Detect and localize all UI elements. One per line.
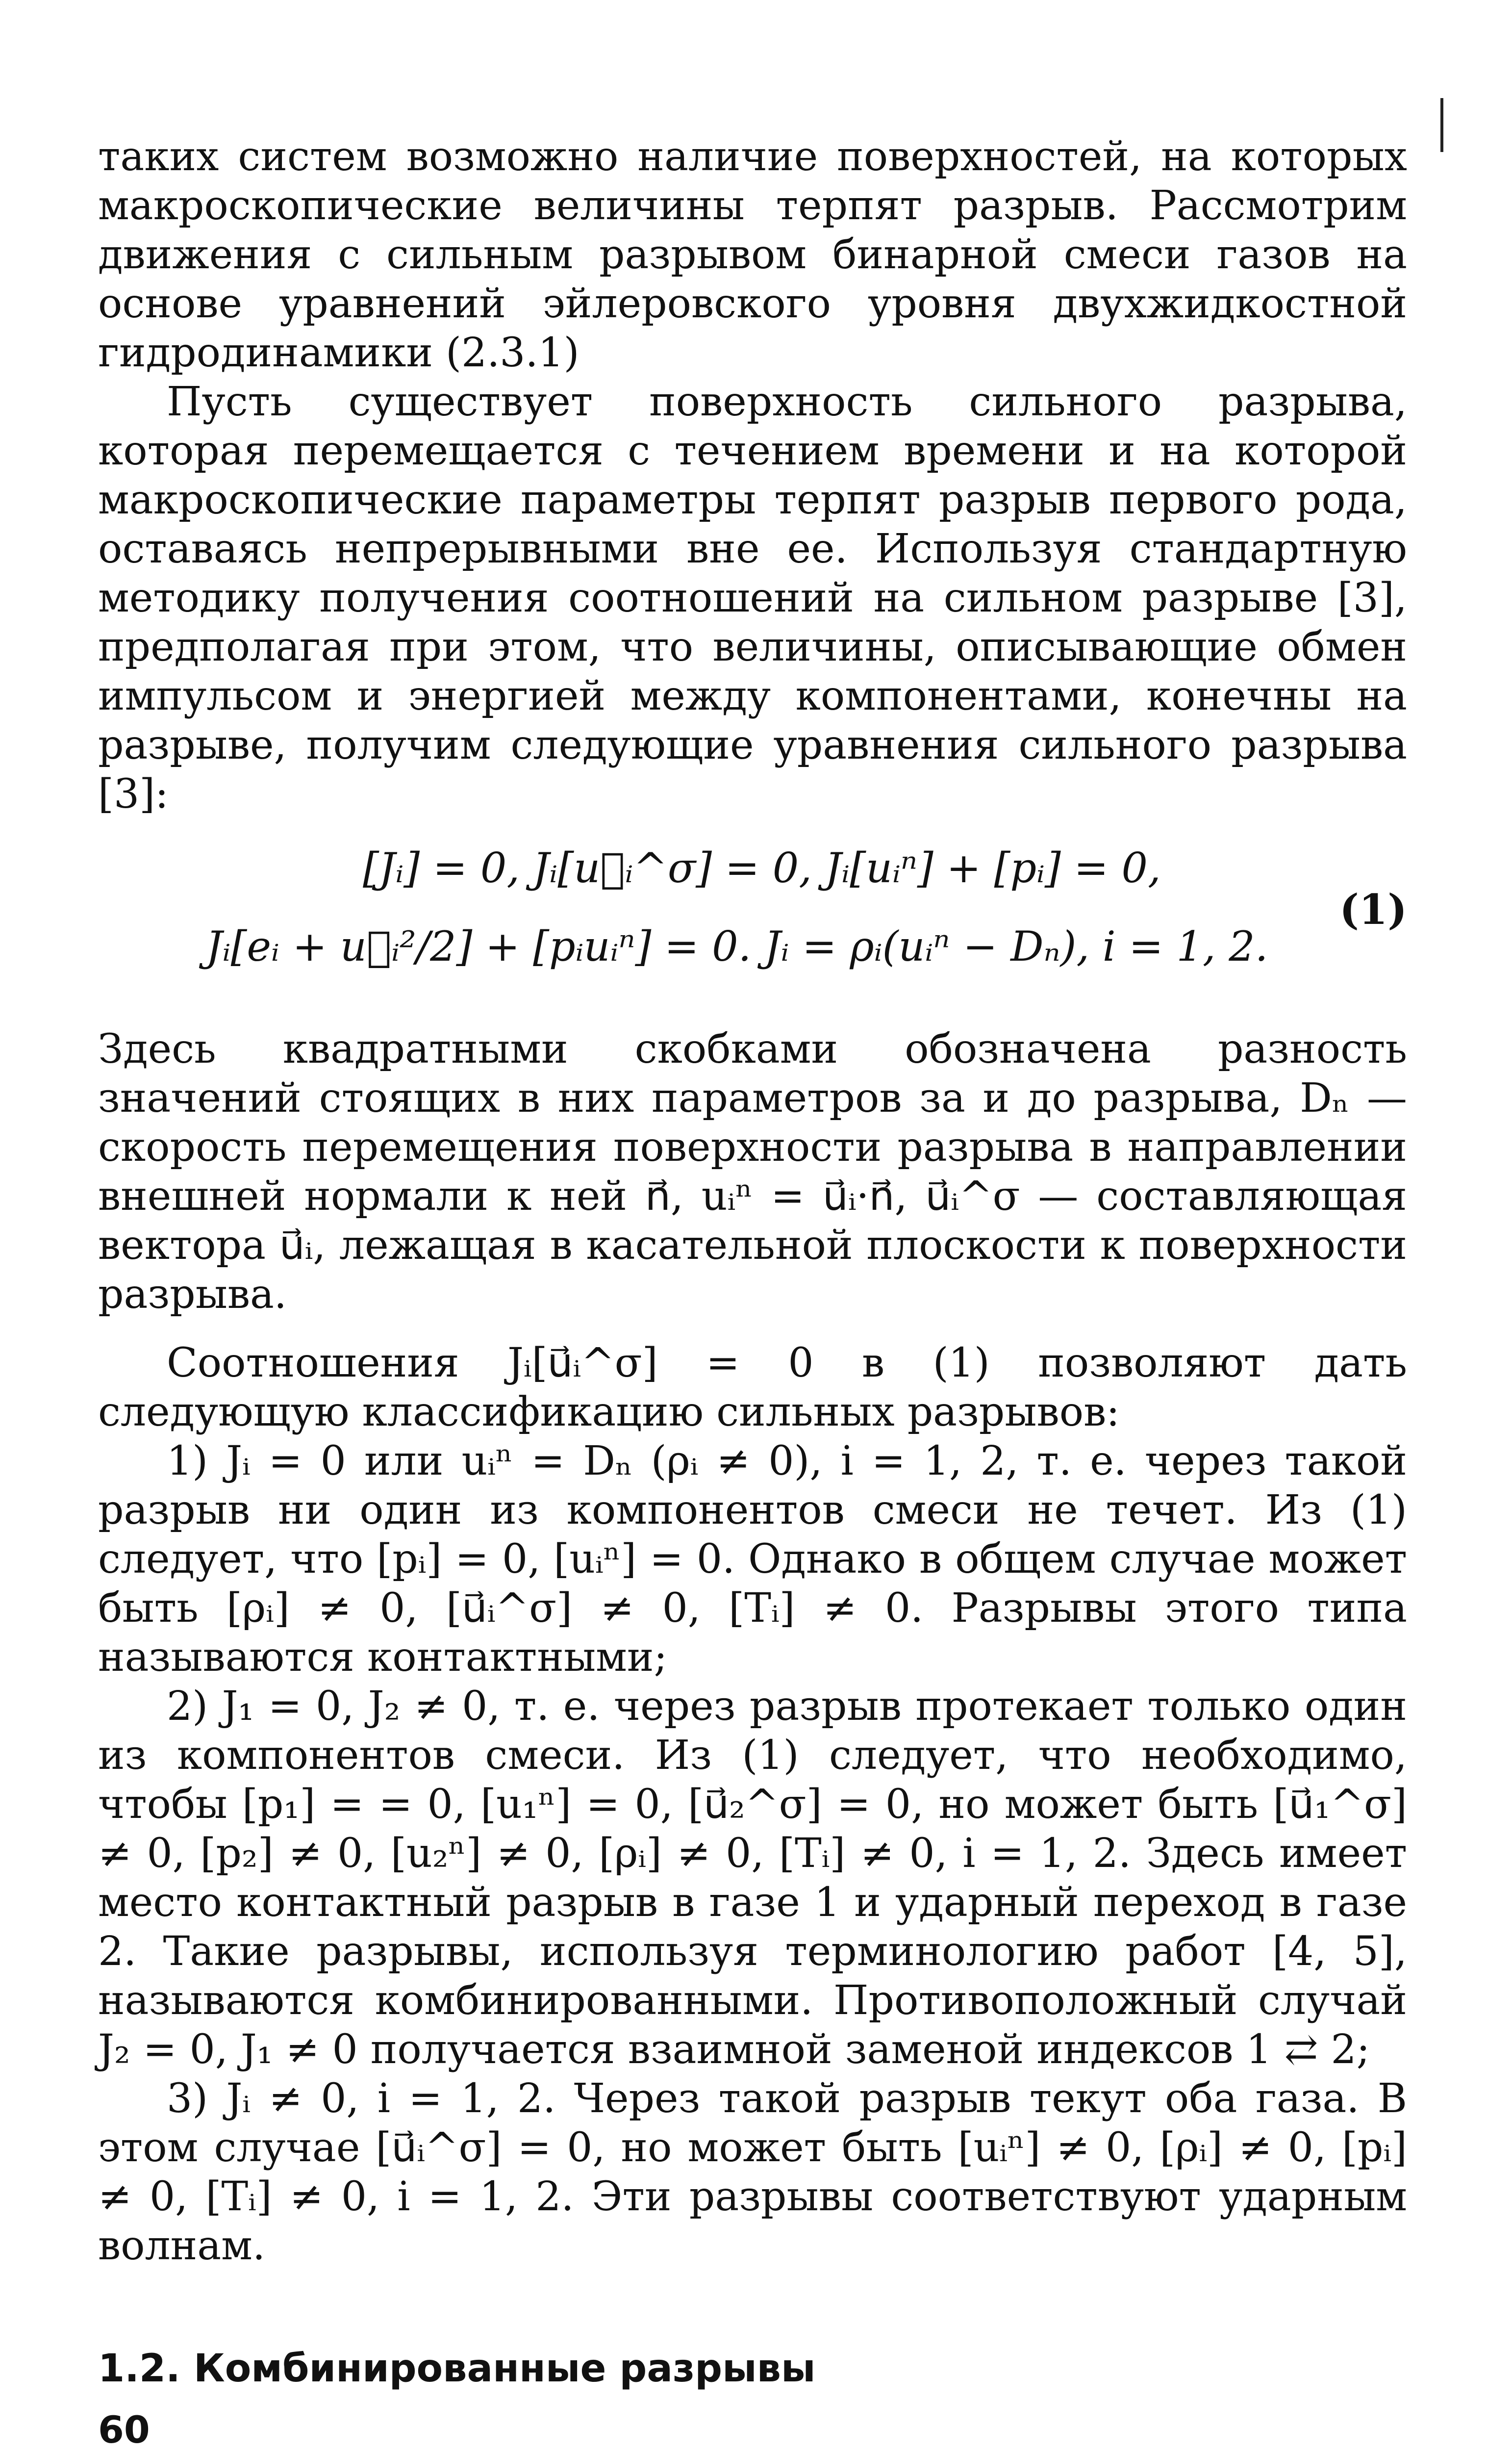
list-item-contact: 1) Jᵢ = 0 или uᵢⁿ = Dₙ (ρᵢ ≠ 0), i = 1, 2, т. е. через такой разрыв ни один из компонентов смеси не течет. Из (1) следует, что [pᵢ] = 0, [uᵢⁿ] = 0. Однако в общем случае может быть [ρᵢ] ≠ 0, [u⃗ᵢ^σ] ≠ 0, [Tᵢ] ≠ 0. Разрывы этого типа называются контактными; <box>98 1438 1407 1681</box>
list-item-combined: 2) J₁ = 0, J₂ ≠ 0, т. е. через разрыв протекает только один из компонентов смеси. Из (1) следует, что необходимо, чтобы [p₁] = = 0, [u₁ⁿ] = 0, [u⃗₂^σ] = 0, но может быть [u⃗₁^σ] ≠ 0, [p₂] ≠ 0, [u₂ⁿ] ≠ 0, [ρᵢ] ≠ 0, [Tᵢ] ≠ 0, i = 1, 2. Здесь имеет место контактный разрыв в газе 1 и ударный переход в газе 2. Такие разрывы, используя терминологию работ [4, 5], называются комбинированными. Противоположный случай J₂ = 0, J₁ ≠ 0 получается взаимной заменой индексов 1 ⇄ 2; <box>98 1683 1407 2073</box>
equation-line-2: Jᵢ[eᵢ + u⃗ᵢ²/2] + [pᵢuᵢⁿ] = 0. Jᵢ = ρᵢ(uᵢⁿ − Dₙ), i = 1, 2. <box>206 922 1268 971</box>
section-heading: 1.2. Комбинированные разрывы <box>98 2347 816 2391</box>
equation-line-1: [Jᵢ] = 0, Jᵢ[u⃗ᵢ^σ] = 0, Jᵢ[uᵢⁿ] + [pᵢ] = 0, <box>363 844 1161 892</box>
paragraph-classification: Соотношения Jᵢ[u⃗ᵢ^σ] = 0 в (1) позволяют дать следующую классификацию сильных разрывов: <box>98 1340 1407 1435</box>
margin-mark <box>1440 98 1443 152</box>
paragraph-surface: Пусть существует поверхность сильного разрыва, которая перемещается с течением времени и на которой макроскопические параметры терпят разрыв первого рода, оставаясь непрерывными вне ее. Используя стандартную методику получения соотношений на сильном разрыве [3], предполагая при этом, что величины, описывающие обмен импульсом и энергией между компонентами, конечны на разрыве, получим следующие уравнения сильного разрыва [3]: <box>98 379 1407 817</box>
list-item-shock: 3) Jᵢ ≠ 0, i = 1, 2. Через такой разрыв текут оба газа. В этом случае [u⃗ᵢ^σ] = 0, но может быть [uᵢⁿ] ≠ 0, [ρᵢ] ≠ 0, [pᵢ] ≠ 0, [Tᵢ] ≠ 0, i = 1, 2. Эти разрывы соответствуют ударным волнам. <box>98 2075 1407 2269</box>
paragraph-notation: Здесь квадратными скобками обозначена разность значений стоящих в них параметров за и до разрыва, Dₙ — скорость перемещения поверхности разрыва в направлении внешней нормали к ней n⃗, uᵢⁿ = u⃗ᵢ·n⃗, u⃗ᵢ^σ — составляющая вектора u⃗ᵢ, лежащая в касательной плоскости к поверхности разрыва. <box>98 1026 1407 1318</box>
equation-1 <box>98 839 1407 996</box>
paragraph-intro: таких систем возможно наличие поверхностей, на которых макроскопические величины терпят разрыв. Рассмотрим движения с сильным разрывом бинарной смеси газов на основе уравнений эйлеровского уровня двухжидкостной гидродинамики (2.3.1) <box>98 133 1407 376</box>
equation-number: (1) <box>1339 885 1407 934</box>
page-number: 60 <box>98 2408 150 2452</box>
page-body <box>98 132 1407 2452</box>
